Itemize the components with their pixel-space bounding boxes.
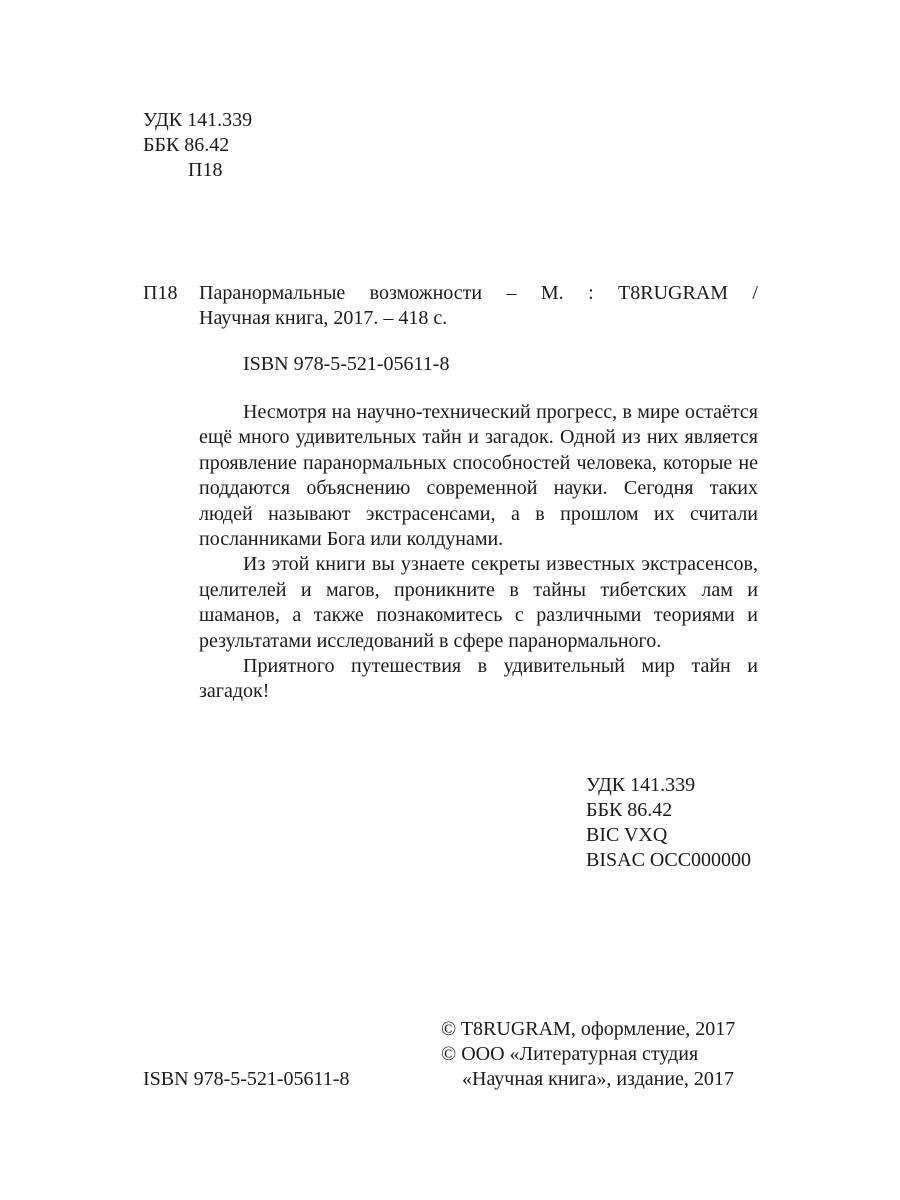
header-cutter: П18 [188,159,223,181]
catalog-isbn: ISBN 978-5-521-05611-8 [243,353,450,375]
annotation-paragraph: Из этой книги вы узнаете секреты известных экстрасенсов, целителей и магов, проникните в тайны тибетских лам и шаманов, а также познакомитесь с различными теориями и результатами исследований в сфере паранормального. [199,553,758,652]
copyright-publisher-line-1: © ООО «Литературная студия [441,1043,699,1065]
code-bbk: ББК 86.42 [586,799,673,821]
annotation-paragraph: Несмотря на научно-технический прогресс, в мире остаётся ещё много удивительных тайн и загадок. Одной из них является проявление паранормальных способностей человека, которые не поддаются объяснению современной науки. Сегодня таких людей называют экстрасенсами, а в прошлом их считали посланниками Бога или колдунами. [199,401,758,551]
bibliographic-line-2: Научная книга, 2017. – 418 с. [199,307,448,329]
copyright-design: © T8RUGRAM, оформление, 2017 [441,1018,736,1040]
code-bisac: BISAC OCC000000 [586,849,752,871]
code-udk: УДК 141.339 [586,774,696,796]
copyright-publisher-line-2: «Научная книга», издание, 2017 [462,1068,734,1090]
annotation [199,400,758,705]
classification-codes [586,773,751,873]
header-udk: УДК 141.339 [143,109,253,131]
annotation-paragraph: Приятного путешествия в удивительный мир тайн и загадок! [199,655,758,703]
bibliographic-line-1: Паранормальные возможности – М. : T8RUGRAM / [199,282,758,304]
catalog-cutter: П18 [143,282,178,304]
footer-isbn: ISBN 978-5-521-05611-8 [143,1068,350,1090]
copyright-block [441,1017,755,1092]
code-bic: BIC VXQ [586,824,668,846]
header-bbk: ББК 86.42 [143,134,230,156]
